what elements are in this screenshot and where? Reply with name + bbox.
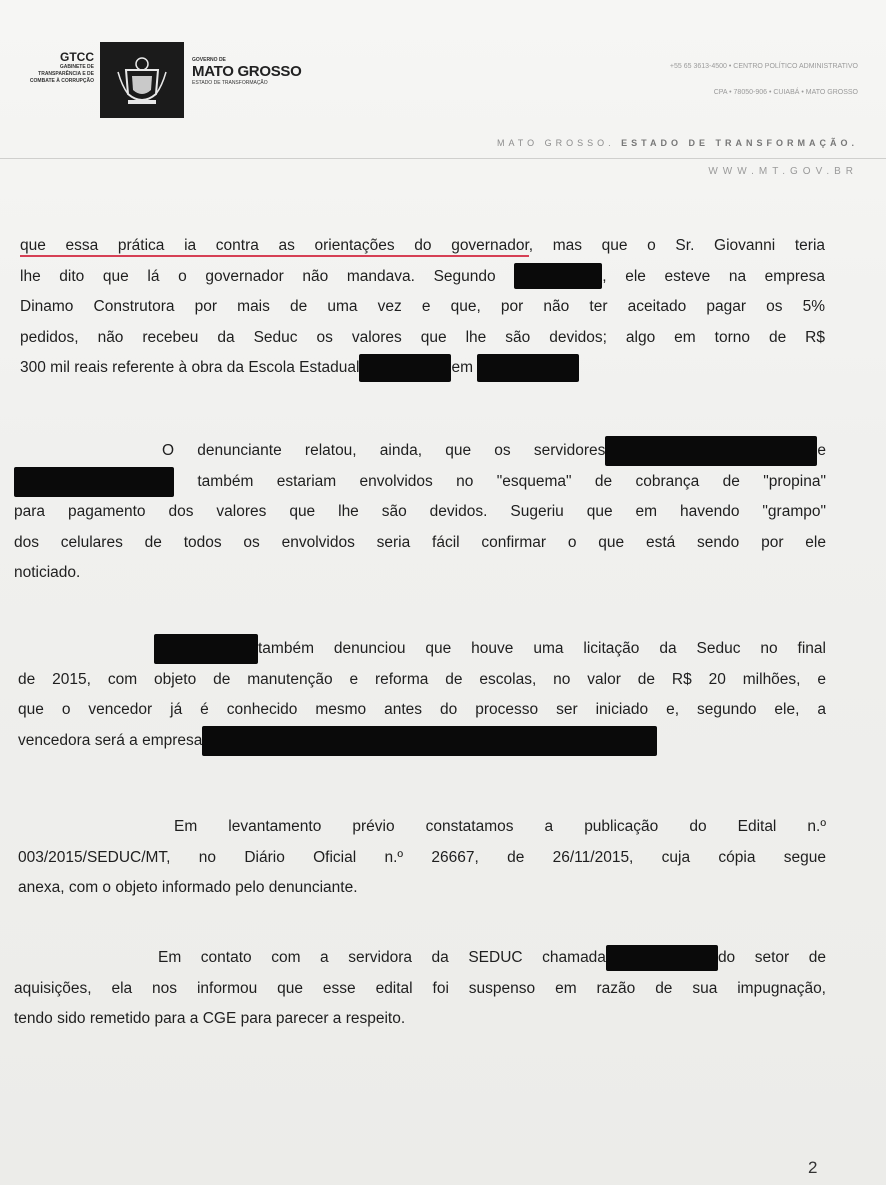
redaction (514, 263, 602, 289)
contact-line-1: +55 65 3613-4500 • CENTRO POLÍTICO ADMINISTRATIVO (669, 63, 858, 70)
gtcc-sub-1: GABINETE DE (59, 64, 94, 70)
p5-line-2: aquisições, ela nos informou que esse edital foi suspenso em razão de sua impugnação, (14, 979, 826, 997)
underlined-phrase: que essa prática ia contra as orientações do governador (20, 237, 529, 257)
contact-line-2: CPA • 78050-906 • CUIABÁ • MATO GROSSO (713, 89, 858, 96)
p2-line-1: O denunciante relatou, ainda, que os servidores e (14, 436, 826, 467)
page-number: 2 (808, 1158, 818, 1177)
paragraph-3 (18, 634, 826, 756)
p1-line-1: que essa prática ia contra as orientações do governador, mas que o Sr. Giovanni teria (20, 231, 825, 262)
paragraph-1 (20, 231, 825, 384)
redaction (605, 436, 817, 466)
p3-line-4: vencedora será a empresa (18, 726, 826, 757)
p5-line-1: Em contato com a servidora da SEDUC chamada do setor de (14, 943, 826, 974)
p1-line-4: pedidos, não recebeu da Seduc os valores que lhe são devidos; algo em torno de R$ (20, 328, 825, 346)
gtcc-logo-text (14, 50, 94, 85)
slogan-part-2: ESTADO DE TRANSFORMAÇÃO. (621, 138, 858, 148)
state-coat-of-arms-icon (100, 42, 184, 118)
gtcc-sub-3: COMBATE À CORRUPÇÃO (29, 78, 94, 84)
p4-line-2: 003/2015/SEDUC/MT, no Diário Oficial n.º 26667, de 26/11/2015, cuja cópia segue (18, 848, 826, 866)
p4-line-3: anexa, com o objeto informado pelo denunciante. (18, 879, 358, 896)
p1-line-3: Dinamo Construtora por mais de uma vez e que, por não ter aceitado pagar os 5% (20, 298, 825, 315)
redaction (154, 634, 258, 664)
p1-line-5: 300 mil reais referente à obra da Escola Estadual em (20, 353, 825, 384)
paragraph-4 (18, 812, 826, 904)
paragraph-2 (14, 436, 826, 589)
header-divider (0, 158, 886, 159)
p1-line-2: lhe dito que lá o governador não mandava. Segundo , ele esteve na empresa (20, 262, 825, 293)
slogan (497, 138, 858, 148)
p2-line-2: também estariam envolvidos no "esquema" de cobrança de "propina" (14, 467, 826, 498)
p2-line-5: noticiado. (14, 564, 81, 581)
p5-line-3: tendo sido remetido para a CGE para parecer a respeito. (14, 1010, 406, 1027)
redaction (202, 726, 657, 756)
slogan-part-1: MATO GROSSO. (496, 138, 615, 148)
government-logo-text (192, 57, 302, 86)
gov-line-3: ESTADO DE TRANSFORMAÇÃO (192, 80, 268, 86)
gtcc-sub-2: TRANSPARÊNCIA E DE (38, 71, 94, 77)
contact-info (670, 54, 858, 106)
p3-line-3: que o vencedor já é conhecido mesmo antes do processo ser iniciado e, segundo ele, a (18, 701, 826, 718)
redaction (14, 467, 174, 497)
p4-line-1: Em levantamento prévio constatamos a publicação do Edital n.º (174, 818, 826, 835)
p3-line-1: também denunciou que houve uma licitação da Seduc no final (18, 634, 826, 665)
paragraph-5 (14, 943, 826, 1035)
website: WWW.MT.GOV.BR (708, 166, 858, 177)
gtcc-title: GTCC (60, 50, 94, 64)
gov-line-2: MATO GROSSO (192, 63, 302, 80)
gov-line-1: GOVERNO DE (192, 57, 226, 63)
p2-line-3: para pagamento dos valores que lhe são devidos. Sugeriu que em havendo "grampo" (14, 503, 826, 520)
redaction (606, 945, 718, 971)
p2-line-4: dos celulares de todos os envolvidos seria fácil confirmar o que está sendo por ele (14, 533, 826, 551)
redaction (477, 354, 579, 382)
p3-line-2: de 2015, com objeto de manutenção e reforma de escolas, no valor de R$ 20 milhões, e (18, 670, 826, 688)
redaction (359, 354, 451, 382)
